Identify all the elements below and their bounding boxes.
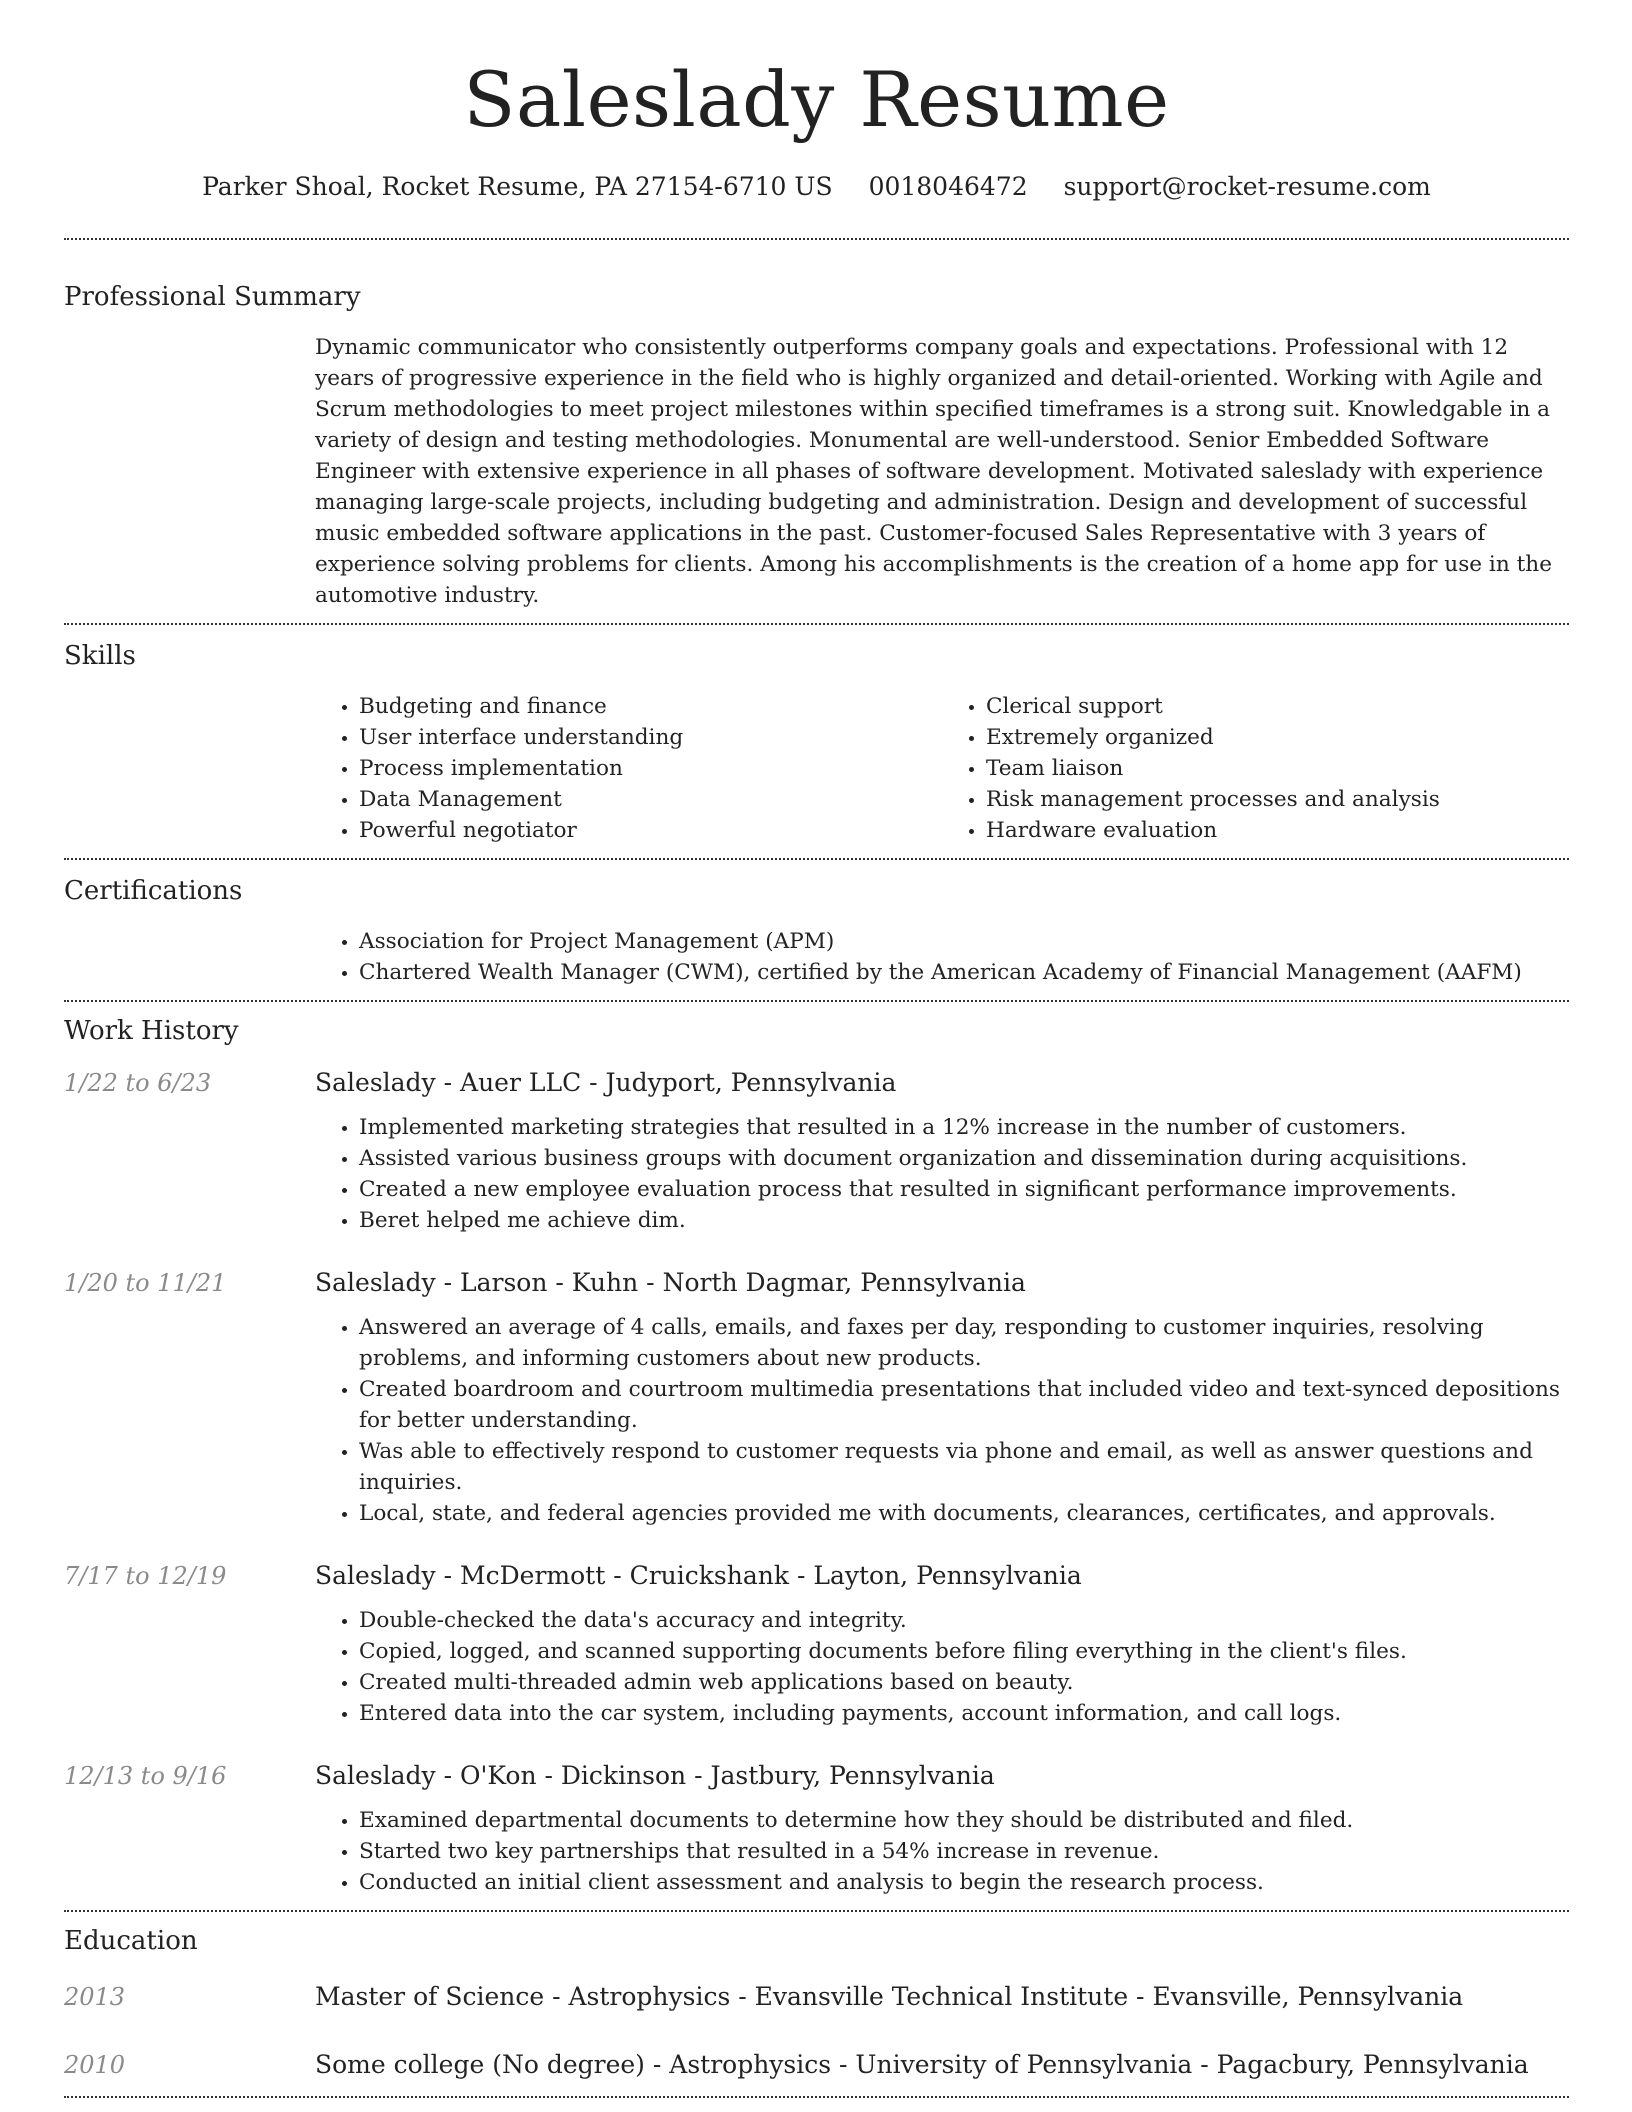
job-title: Saleslady - Larson - Kuhn - North Dagmar, Pennsylvania bbox=[315, 1268, 1026, 1297]
skill-item: • Data Management bbox=[359, 784, 942, 815]
skill-item: • Clerical support bbox=[986, 691, 1569, 722]
section-heading-summary: Professional Summary bbox=[64, 282, 361, 312]
job-bullets bbox=[315, 1112, 1569, 1236]
section-heading-work: Work History bbox=[64, 1016, 239, 1046]
skill-item: • Powerful negotiator bbox=[359, 815, 942, 846]
job-title: Saleslady - McDermott - Cruickshank - Layton, Pennsylvania bbox=[315, 1561, 1082, 1590]
job-bullet: • Started two key partnerships that resulted in a 54% increase in revenue. bbox=[359, 1836, 1569, 1867]
job-bullets bbox=[315, 1605, 1569, 1729]
job-bullet: • Examined departmental documents to determine how they should be distributed and filed. bbox=[359, 1805, 1569, 1836]
skills-list-left bbox=[315, 691, 942, 846]
divider bbox=[64, 1000, 1569, 1002]
job-bullet: • Created multi-threaded admin web applications based on beauty. bbox=[359, 1667, 1569, 1698]
job-date: 1/20 to 11/21 bbox=[64, 1269, 227, 1297]
job-bullets bbox=[315, 1805, 1569, 1898]
skill-item: • Hardware evaluation bbox=[986, 815, 1569, 846]
job-bullet: • Local, state, and federal agencies provided me with documents, clearances, certificates, and approvals. bbox=[359, 1498, 1569, 1529]
skill-item: • Team liaison bbox=[986, 753, 1569, 784]
job-date: 7/17 to 12/19 bbox=[64, 1562, 227, 1590]
job-entry bbox=[64, 1266, 1569, 1529]
skill-item: • Risk management processes and analysis bbox=[986, 784, 1569, 815]
job-title: Saleslady - O'Kon - Dickinson - Jastbury, Pennsylvania bbox=[315, 1761, 995, 1790]
job-entry bbox=[64, 1559, 1569, 1729]
divider bbox=[64, 238, 1569, 240]
section-heading-education: Education bbox=[64, 1926, 198, 1956]
skill-item: • Process implementation bbox=[359, 753, 942, 784]
resume-page bbox=[64, 0, 1569, 2098]
work-history-section bbox=[64, 1014, 1569, 1898]
job-bullet: • Was able to effectively respond to customer requests via phone and email, as well as answer questions and inquiries. bbox=[359, 1436, 1569, 1498]
divider bbox=[64, 623, 1569, 625]
job-entry bbox=[64, 1759, 1569, 1898]
skills-grid bbox=[315, 691, 1569, 846]
contact-address: Parker Shoal, Rocket Resume, PA 27154-6710 US bbox=[202, 172, 833, 201]
summary-section bbox=[64, 280, 1569, 611]
job-bullets bbox=[315, 1312, 1569, 1529]
skill-item: • Extremely organized bbox=[986, 722, 1569, 753]
job-bullet: • Conducted an initial client assessment and analysis to begin the research process. bbox=[359, 1867, 1569, 1898]
contact-email: support@rocket-resume.com bbox=[1063, 172, 1431, 201]
divider bbox=[64, 858, 1569, 860]
skill-item: • User interface understanding bbox=[359, 722, 942, 753]
contact-phone: 0018046472 bbox=[868, 172, 1028, 201]
skills-list-right bbox=[942, 691, 1569, 846]
job-bullet: • Implemented marketing strategies that resulted in a 12% increase in the number of customers. bbox=[359, 1112, 1569, 1143]
certifications-section bbox=[64, 874, 1569, 988]
job-bullet: • Assisted various business groups with document organization and dissemination during acquisitions. bbox=[359, 1143, 1569, 1174]
job-bullet: • Double-checked the data's accuracy and integrity. bbox=[359, 1605, 1569, 1636]
certifications-list bbox=[315, 926, 1569, 988]
resume-title: Saleslady Resume bbox=[463, 55, 1170, 144]
education-text: Master of Science - Astrophysics - Evansville Technical Institute - Evansville, Pennsylvania bbox=[315, 1982, 1464, 2011]
job-bullet: • Created boardroom and courtroom multimedia presentations that included video and text-synced depositions for better understanding. bbox=[359, 1374, 1569, 1436]
skill-item: • Budgeting and finance bbox=[359, 691, 942, 722]
section-heading-skills: Skills bbox=[64, 641, 136, 671]
education-section bbox=[64, 1924, 1569, 2082]
section-heading-certifications: Certifications bbox=[64, 876, 243, 906]
job-date: 12/13 to 9/16 bbox=[64, 1762, 227, 1790]
job-entry bbox=[64, 1066, 1569, 1236]
divider bbox=[64, 2096, 1569, 2098]
education-entry bbox=[64, 2048, 1569, 2082]
education-text: Some college (No degree) - Astrophysics - University of Pennsylvania - Pagacbury, Pennsylvania bbox=[315, 2050, 1529, 2079]
skills-section bbox=[64, 639, 1569, 846]
certification-item: • Chartered Wealth Manager (CWM), certified by the American Academy of Financial Management (AAFM) bbox=[359, 957, 1569, 988]
summary-text: Dynamic communicator who consistently outperforms company goals and expectations. Professional with 12 years of progressive experience in the field who is highly organized and detail-oriented. Working with Agile and Scrum methodologies to meet project milestones within specified timeframes is a strong suit. Knowledgable in a variety of design and testing methodologies. Monumental are well-understood. Senior Embedded Software Engineer with extensive experience in all phases of software development. Motivated saleslady with experience managing large-scale projects, including budgeting and administration. Design and development of successful music embedded software applications in the past. Customer-focused Sales Representative with 3 years of experience solving problems for clients. Among his accomplishments is the creation of a home app for use in the automotive industry. bbox=[315, 335, 1552, 608]
education-entry bbox=[64, 1980, 1569, 2014]
contact-line bbox=[64, 170, 1569, 204]
job-bullet: • Created a new employee evaluation process that resulted in significant performance improvements. bbox=[359, 1174, 1569, 1205]
job-title: Saleslady - Auer LLC - Judyport, Pennsylvania bbox=[315, 1068, 897, 1097]
job-bullet: • Beret helped me achieve dim. bbox=[359, 1205, 1569, 1236]
certification-item: • Association for Project Management (APM) bbox=[359, 926, 1569, 957]
job-date: 1/22 to 6/23 bbox=[64, 1069, 212, 1097]
education-year: 2010 bbox=[64, 2051, 126, 2079]
job-bullet: • Answered an average of 4 calls, emails, and faxes per day, responding to customer inquiries, resolving problems, and informing customers about new products. bbox=[359, 1312, 1569, 1374]
divider bbox=[64, 1910, 1569, 1912]
job-bullet: • Entered data into the car system, including payments, account information, and call logs. bbox=[359, 1698, 1569, 1729]
job-bullet: • Copied, logged, and scanned supporting documents before filing everything in the client's files. bbox=[359, 1636, 1569, 1667]
education-year: 2013 bbox=[64, 1983, 126, 2011]
